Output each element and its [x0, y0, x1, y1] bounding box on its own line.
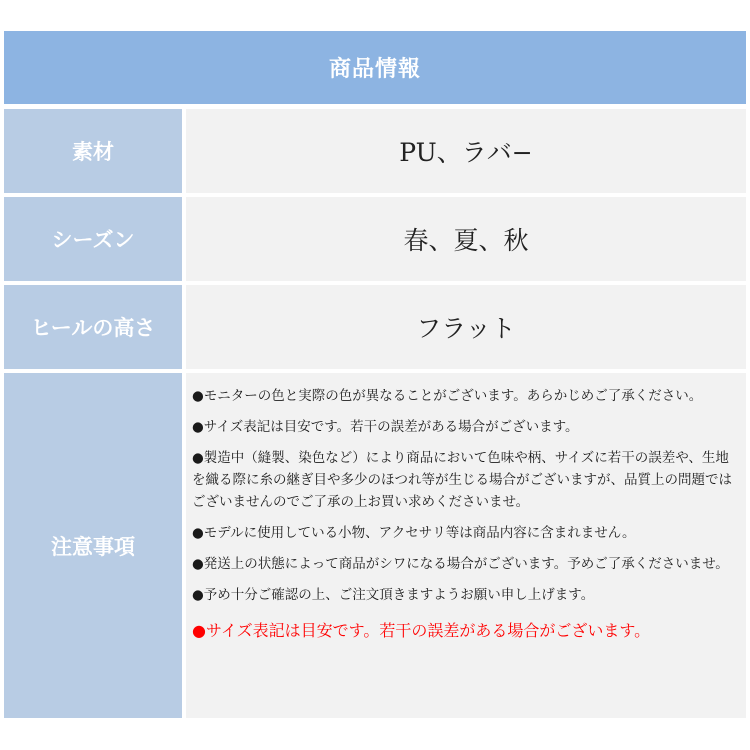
value-heel-height: フラット: [186, 285, 746, 369]
label-heel-height: ヒールの高さ: [4, 285, 182, 369]
label-material: 素材: [4, 109, 182, 193]
note-item: ●発送上の状態によって商品がシワになる場合がございます。予めご了承くださいませ。: [192, 556, 729, 572]
warning-note: ●サイズ表記は目安です。若干の誤差がある場合がございます。: [192, 621, 651, 640]
label-notes: 注意事項: [4, 373, 182, 718]
label-season: シーズン: [4, 197, 182, 281]
note-item: ●サイズ表記は目安です。若干の誤差がある場合がございます。: [192, 419, 579, 435]
note-item: ●モデルに使用している小物、アクセサリ等は商品内容に含まれません。: [192, 525, 636, 541]
note-item: ●製造中（縫製、染色など）により商品において色味や柄、サイズに若干の誤差や、生地を織る際に糸の継ぎ目や多少のほつれ等が生じる場合がございますが、品質上の問題ではございませんのでご了承の上お買い求めくださいませ。: [192, 450, 732, 510]
note-item: ●予め十分ご確認の上、ご注文頂きますようお願い申し上げます。: [192, 587, 595, 603]
product-info-header: 商品情報: [4, 31, 746, 104]
notes-list: [186, 373, 746, 718]
value-season: 春、夏、秋: [186, 197, 746, 281]
value-material: PU、ラバ−: [186, 109, 746, 193]
note-item: ●モニターの色と実際の色が異なることがございます。あらかじめご了承ください。: [192, 388, 703, 404]
